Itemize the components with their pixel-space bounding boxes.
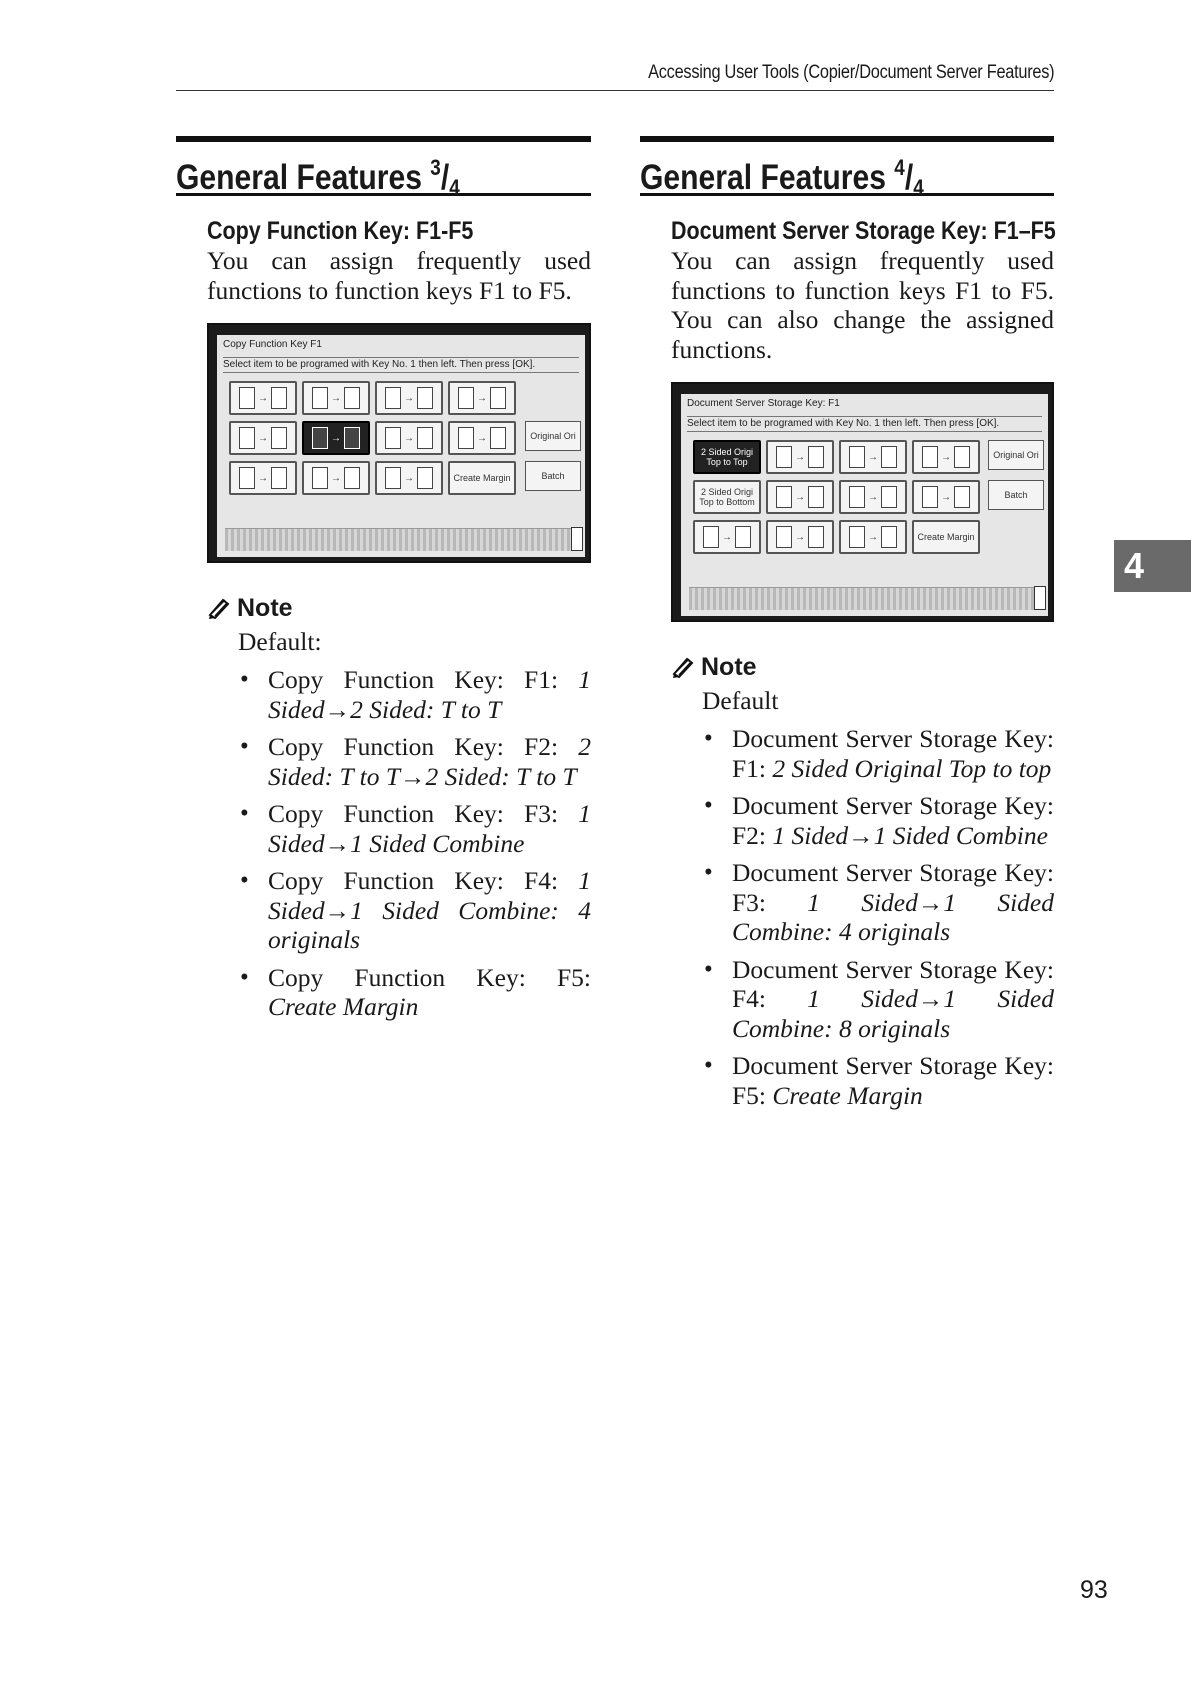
function-option-key: → (229, 381, 297, 415)
list-item: • Document Server Storage Key: F5: Create Margin (702, 1051, 1054, 1110)
section-title-left: General Features $^3/_4$ (176, 136, 591, 196)
function-option-key: → (766, 440, 834, 474)
screen-scroll-box (571, 527, 583, 551)
note-lead-left: Default: (238, 627, 322, 656)
list-item: • Copy Function Key: F5: Create Margin (238, 963, 591, 1022)
paragraph-right: You can assign frequently used functions to function keys F1 to F5. You can also change the assigned functions. (671, 246, 1054, 364)
function-option-key: → (448, 381, 516, 415)
list-item: • Document Server Storage Key: F3: 1 Sided→1 Sided Combine: 4 originals (702, 858, 1054, 947)
default-list-left (238, 665, 591, 1022)
two-sided-top-to-bottom-key: 2 Sided Origi Top to Bottom (693, 480, 761, 514)
create-margin-key: Create Margin (912, 520, 980, 554)
screen-status-strip (225, 528, 571, 551)
list-item: • Document Server Storage Key: F4: 1 Sided→1 Sided Combine: 8 originals (702, 955, 1054, 1044)
page-number: 93 (1080, 1576, 1108, 1604)
screen-prompt: Select item to be programed with Key No. 1 then left. Then press [OK]. (223, 357, 579, 373)
function-option-key: → (766, 480, 834, 514)
right-column (640, 136, 1054, 1118)
function-option-key: → (839, 480, 907, 514)
document-server-storage-key-screenshot (671, 382, 1054, 622)
list-item: • Document Server Storage Key: F2: 1 Sided→1 Sided Combine (702, 791, 1054, 850)
function-option-key: → (839, 520, 907, 554)
function-option-key: → (302, 461, 370, 495)
list-item: • Document Server Storage Key: F1: 2 Sided Original Top to top (702, 724, 1054, 783)
function-option-key: → (912, 440, 980, 474)
screen-title: Copy Function Key F1 (223, 339, 322, 350)
function-option-key: → (229, 421, 297, 455)
screen-status-strip (689, 587, 1034, 610)
screen-scroll-box (1034, 586, 1046, 610)
list-item: • Copy Function Key: F1: 1 Sided→2 Sided: T to T (238, 665, 591, 724)
function-option-key: → (912, 480, 980, 514)
screen-prompt: Select item to be programed with Key No. 1 then left. Then press [OK]. (687, 416, 1042, 432)
section-title-right: General Features $^4/_4$ (640, 136, 1054, 196)
pencil-icon (207, 597, 231, 619)
subhead-document-server-storage-key: Document Server Storage Key: F1–F5 (671, 217, 1056, 245)
running-header: Accessing User Tools (Copier/Document Server Features) (176, 62, 1054, 91)
original-orientation-key: Original Ori (525, 421, 581, 451)
function-option-key: → (693, 520, 761, 554)
list-item: • Copy Function Key: F4: 1 Sided→1 Sided Combine: 4 originals (238, 866, 591, 955)
function-option-key: → (448, 421, 516, 455)
function-option-key: → (839, 440, 907, 474)
pencil-icon (671, 656, 695, 678)
note-heading-left: Note (207, 593, 591, 623)
subhead-copy-function-key: Copy Function Key: F1-F5 (207, 217, 474, 245)
list-item: • Copy Function Key: F2: 2 Sided: T to T→2 Sided: T to T (238, 732, 591, 791)
screen-title: Document Server Storage Key: F1 (687, 398, 840, 409)
paragraph-left: You can assign frequently used functions to function keys F1 to F5. (207, 246, 591, 305)
copy-function-key-screenshot (207, 323, 591, 563)
list-item: • Copy Function Key: F3: 1 Sided→1 Sided Combine (238, 799, 591, 858)
function-option-key: → (302, 381, 370, 415)
note-lead-right: Default (702, 686, 779, 715)
function-option-key: → (229, 461, 297, 495)
function-option-key: → (766, 520, 834, 554)
function-option-key: → (375, 461, 443, 495)
function-option-key: → (375, 381, 443, 415)
note-heading-right: Note (671, 652, 1054, 682)
batch-key: Batch (988, 480, 1044, 510)
create-margin-key: Create Margin (448, 461, 516, 495)
function-option-key: → (375, 421, 443, 455)
batch-key: Batch (525, 461, 581, 491)
default-list-right (702, 724, 1054, 1110)
two-sided-top-to-top-key: 2 Sided Origi Top to Top (693, 440, 761, 474)
left-column (176, 136, 591, 1030)
chapter-tab: 4 (1114, 540, 1191, 592)
function-option-key-selected: → (302, 421, 370, 455)
original-orientation-key: Original Ori (988, 440, 1044, 470)
